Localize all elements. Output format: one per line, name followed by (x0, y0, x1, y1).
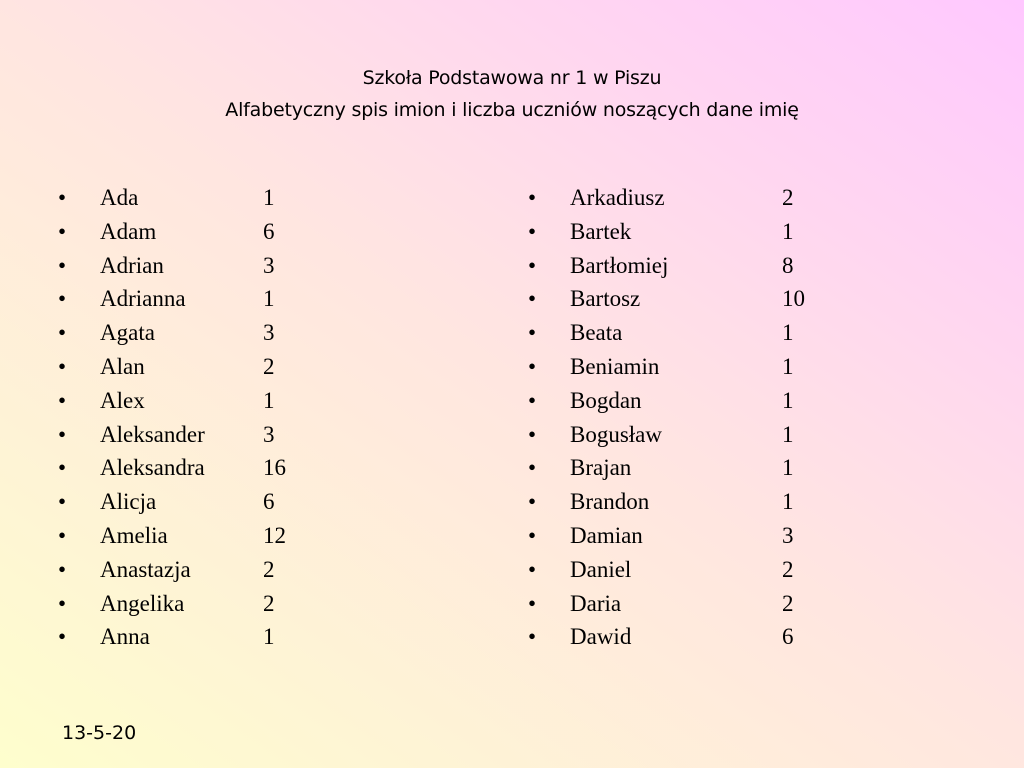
student-count: 1 (263, 286, 275, 312)
first-name: Angelika (100, 590, 185, 616)
first-name: Bogusław (570, 421, 662, 447)
student-count: 16 (263, 455, 286, 481)
first-name: Arkadiusz (570, 185, 665, 210)
first-name: Aleksandra (100, 455, 205, 481)
bullet-icon: • (528, 353, 537, 379)
student-count: 1 (782, 387, 794, 413)
slide-title (0, 62, 1024, 126)
student-count: 1 (782, 489, 794, 515)
bullet-icon: • (58, 387, 67, 413)
student-count: 6 (782, 624, 794, 650)
bullet-icon: • (58, 286, 67, 312)
bullet-icon: • (528, 590, 537, 616)
bullet-icon: • (58, 590, 67, 616)
school-name: Szkoła Podstawowa nr 1 w Piszu (362, 67, 662, 89)
student-count: 1 (782, 320, 794, 346)
first-name: Agata (100, 320, 155, 346)
first-name: Brajan (570, 455, 632, 481)
slide-date: 13-5-20 (62, 722, 137, 744)
bullet-icon: • (58, 624, 67, 650)
list-description: Alfabetyczny spis imion i liczba uczniów noszących dane imię (225, 99, 799, 121)
bullet-icon: • (528, 624, 537, 650)
first-name: Dawid (570, 624, 632, 650)
bullet-icon: • (528, 185, 537, 210)
student-count: 2 (782, 590, 794, 616)
bullet-icon: • (58, 421, 67, 447)
first-name: Aleksander (100, 421, 205, 447)
first-name: Amelia (100, 522, 168, 548)
student-count: 1 (782, 218, 794, 244)
student-count: 2 (782, 185, 794, 210)
bullet-icon: • (528, 387, 537, 413)
bullet-icon: • (528, 522, 537, 548)
bullet-icon: • (528, 218, 537, 244)
bullet-icon: • (58, 556, 67, 582)
bullet-icon: • (528, 556, 537, 582)
first-name: Beniamin (570, 353, 660, 379)
student-count: 2 (263, 556, 275, 582)
student-count: 2 (263, 353, 275, 379)
bullet-icon: • (58, 455, 67, 481)
first-name: Ada (100, 185, 139, 210)
bullet-icon: • (58, 353, 67, 379)
bullet-icon: • (58, 252, 67, 278)
student-count: 6 (263, 218, 275, 244)
first-name: Bartek (570, 218, 632, 244)
bullet-icon: • (58, 522, 67, 548)
student-count: 1 (263, 185, 275, 210)
student-count: 1 (782, 353, 794, 379)
student-count: 2 (782, 556, 794, 582)
student-count: 1 (782, 455, 794, 481)
first-name: Bartosz (570, 286, 641, 312)
first-name: Bogdan (570, 387, 642, 413)
bullet-icon: • (58, 489, 67, 515)
first-name: Bartłomiej (570, 252, 669, 278)
student-count: 1 (263, 624, 275, 650)
first-name: Anna (100, 624, 150, 650)
first-name: Adrianna (100, 286, 186, 312)
first-name: Damian (570, 522, 643, 548)
student-count: 3 (263, 421, 275, 447)
student-count: 6 (263, 489, 275, 515)
bullet-icon: • (528, 455, 537, 481)
first-name: Adrian (100, 252, 164, 278)
student-count: 12 (263, 522, 286, 548)
bullet-icon: • (58, 320, 67, 346)
first-name: Anastazja (100, 556, 191, 582)
first-name: Brandon (570, 489, 650, 515)
student-count: 2 (263, 590, 275, 616)
student-count: 1 (782, 421, 794, 447)
student-count: 1 (263, 387, 275, 413)
bullet-icon: • (58, 218, 67, 244)
student-count: 3 (782, 522, 794, 548)
student-count: 3 (263, 320, 275, 346)
bullet-icon: • (528, 252, 537, 278)
first-name: Alex (100, 387, 145, 413)
student-count: 8 (782, 252, 794, 278)
student-count: 10 (782, 286, 805, 312)
bullet-icon: • (528, 320, 537, 346)
bullet-icon: • (528, 489, 537, 515)
bullet-icon: • (528, 286, 537, 312)
first-name: Alan (100, 353, 145, 379)
bullet-icon: • (58, 185, 67, 210)
first-name: Alicja (100, 489, 157, 515)
first-name: Adam (100, 218, 157, 244)
first-name: Beata (570, 320, 623, 346)
first-name: Daniel (570, 556, 632, 582)
student-count: 3 (263, 252, 275, 278)
bullet-icon: • (528, 421, 537, 447)
first-name: Daria (570, 590, 622, 616)
